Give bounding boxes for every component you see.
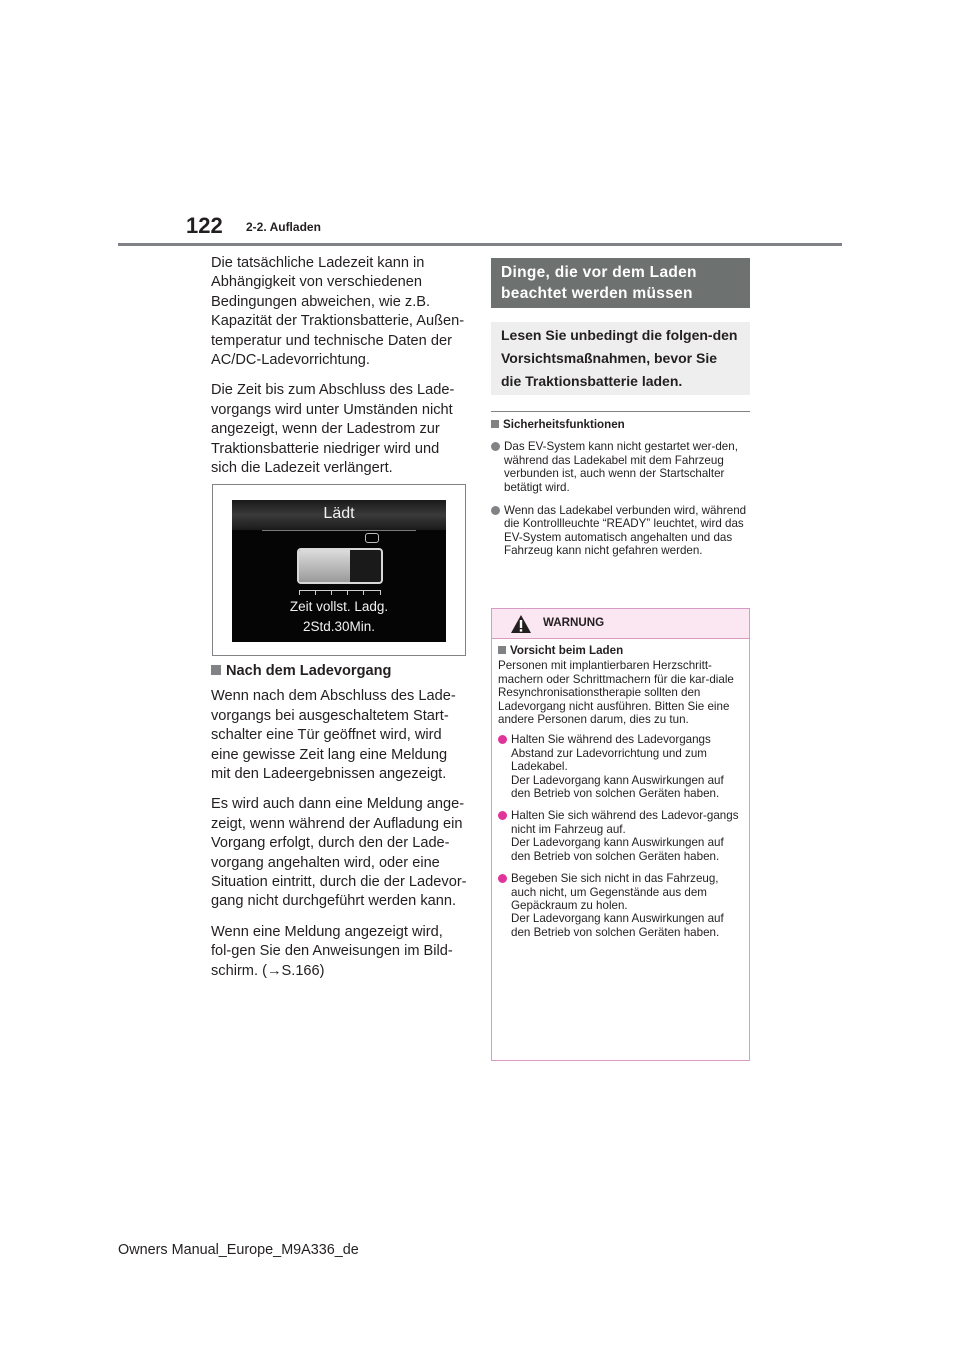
warning-box [491, 608, 750, 1061]
battery-icon [297, 548, 383, 584]
left-column-lower [211, 662, 467, 992]
safety-section [491, 418, 753, 568]
warning-heading-text: Vorsicht beim Laden [510, 644, 624, 657]
header-rule [118, 243, 842, 246]
list-item-text: Halten Sie sich während des Ladevor-gangs nicht im Fahrzeug auf. Der Ladevorgang kann Auswirkungen auf den Betrieb von solchen Geräten haben. [511, 809, 739, 863]
battery-scale [299, 590, 381, 595]
display-figure [212, 484, 466, 656]
bullet-icon [491, 506, 500, 515]
scale-tick [347, 590, 348, 595]
bullet-icon [498, 811, 507, 820]
scale-tick [315, 590, 316, 595]
display-label: Zeit vollst. Ladg. [289, 599, 389, 614]
page-number: 122 [186, 213, 223, 238]
footer-text: Owners Manual_Europe_M9A336_de [118, 1242, 359, 1258]
display-time: 2Std.30Min. [302, 619, 376, 634]
safety-heading-text: Sicherheitsfunktionen [503, 418, 625, 431]
callout-heading: Dinge, die vor dem Laden beachtet werden müssen [491, 258, 750, 308]
display-title: Lädt [323, 505, 355, 522]
subheading-after-charging [211, 662, 467, 681]
charging-display [232, 500, 446, 642]
plug-icon [365, 533, 379, 543]
display-divider [262, 530, 416, 531]
square-bullet-icon [211, 665, 221, 675]
list-item [491, 440, 753, 494]
paragraph-follow-instructions: Wenn eine Meldung angezeigt wird, fol-gen Sie den Anweisungen im Bild-schirm. (→S.166) [211, 923, 453, 979]
paragraph-charge-time: Die tatsächliche Ladezeit kann in Abhängigkeit von verschiedenen Bedingungen abweichen, wie z.B. Kapazität der Traktionsbatterie, Außen-temperatur und technische Daten der AC/DC-Ladevorrichtung. [211, 255, 465, 369]
warning-header [492, 609, 749, 639]
left-column [211, 254, 467, 489]
paragraph-after-charging: Wenn nach dem Abschluss des Lade-vorgangs bei ausgeschaltetem Start-schalter eine Tür geöffnet wird, wird eine gewisse Zeit lang eine Meldung mit den Ladeergebnissen angezeigt. [211, 688, 456, 783]
scale-tick [331, 590, 332, 595]
list-item [498, 872, 744, 939]
list-item-text: Begeben Sie sich nicht in das Fahrzeug, auch nicht, um Gegenstände aus dem Gepäckraum zu holen. Der Ladevorgang kann Auswirkungen auf den Betrieb von solchen Geräten haben. [511, 872, 724, 939]
warning-title: WARNUNG [543, 616, 605, 629]
square-bullet-icon [498, 646, 506, 654]
callout-body: Lesen Sie unbedingt die folgen-den Vorsichtsmaßnahmen, bevor Sie die Traktionsbatterie laden. [491, 322, 750, 395]
warning-heading [498, 644, 744, 657]
bullet-icon [491, 442, 500, 451]
battery-level-fill [299, 550, 350, 582]
list-item [498, 809, 744, 863]
list-item-text: Wenn das Ladekabel verbunden wird, während die Kontrollleuchte “READY” leuchtet, wird das EV-System automatisch angehalten und das Fahrzeug kann nicht gefahren werden. [504, 504, 747, 558]
list-item [498, 733, 744, 800]
list-item-text: Halten Sie während des Ladevorgangs Abstand zur Ladevorrichtung und zum Ladekabel. Der Ladevorgang kann Auswirkungen auf den Betrieb von solchen Geräten haben. [511, 733, 724, 801]
list-item [491, 504, 753, 558]
subheading-text: Nach dem Ladevorgang [226, 663, 392, 679]
bullet-icon [498, 735, 507, 744]
scale-tick [299, 590, 300, 595]
paragraph-charge-time-display: Die Zeit bis zum Abschluss des Lade-vorgangs wird unter Umständen nicht angezeigt, wenn der Ladestrom zur Traktionsbatterie niedriger wird und sich die Ladezeit verlängert. [211, 382, 455, 477]
warning-body [498, 644, 744, 948]
square-bullet-icon [491, 420, 499, 428]
bullet-icon [498, 874, 507, 883]
section-rule [491, 411, 750, 412]
list-item-text: Das EV-System kann nicht gestartet wer-den, während das Ladekabel mit dem Fahrzeug verbunden ist, auch wenn der Startschalter betätigt wird. [504, 440, 738, 494]
scale-tick [380, 590, 381, 595]
warning-intro: Personen mit implantierbaren Herzschritt-machern oder Schrittmachern für die kar-diale Resynchronisationstherapie sollten den Ladevorgang nicht ausführen. Bitten Sie eine andere Personen darum, dies zu tun. [498, 659, 734, 727]
section-title: 2-2. Aufladen [246, 220, 321, 234]
safety-heading [491, 418, 753, 431]
paragraph-message-stop: Es wird auch dann eine Meldung ange-zeigt, wenn während der Aufladung ein Vorgang erfolgt, durch den der Lade-vorgang angehalten wird, oder eine Situation eintritt, durch die der Ladevor-gang nicht durchgeführt werden kann. [211, 796, 467, 910]
warning-triangle-icon [510, 614, 532, 634]
scale-tick [363, 590, 364, 595]
